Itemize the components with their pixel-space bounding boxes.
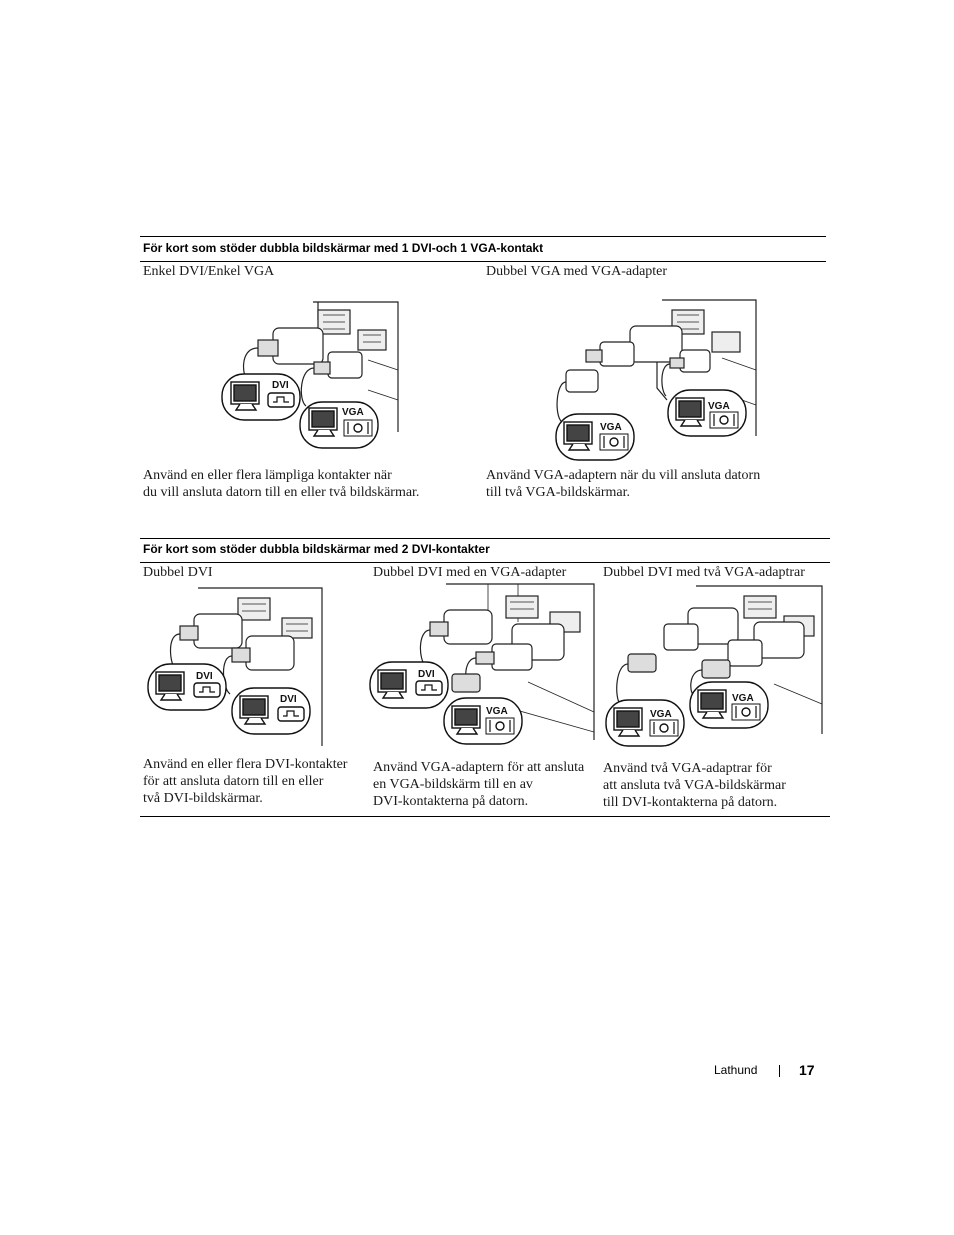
dvi-monitor-badge-right [232, 688, 310, 734]
section1-col1-title: Enkel DVI/Enkel VGA [143, 264, 275, 279]
figure-dual-dvi-one-vga-adapter [368, 582, 598, 748]
section2-top-rule [140, 538, 830, 539]
fig2-label-vga-left: VGA [600, 422, 622, 433]
fig4-label-dvi: DVI [418, 669, 435, 680]
section1-header: För kort som stöder dubbla bildskärmar med 1 DVI-och 1 VGA-kontakt [143, 241, 544, 255]
section2-col2-description: Använd VGA-adaptern för att ansluta en VGA-bildskärm till en av DVI-kontakterna på datorn. [373, 760, 585, 809]
section2-header-rule [140, 562, 830, 563]
fig3-label-dvi-right: DVI [280, 694, 297, 705]
page-number: 17 [799, 1062, 815, 1078]
fig5-label-vga-right: VGA [732, 693, 754, 704]
vga-monitor-badge-right [690, 682, 768, 728]
fig1-label-dvi: DVI [272, 380, 289, 391]
footer-separator [779, 1065, 780, 1077]
vga-monitor-badge [300, 402, 378, 448]
fig5-label-vga-left: VGA [650, 709, 672, 720]
figure-dual-dvi [146, 586, 326, 746]
section2-col1-title: Dubbel DVI [143, 565, 213, 580]
section2-bottom-rule [140, 816, 830, 817]
section1-header-rule [140, 261, 826, 262]
figure-dual-vga-with-adapter [552, 298, 762, 466]
vga-monitor-badge-left [556, 414, 634, 460]
section2-col3-description: Använd två VGA-adaptrar för att ansluta två VGA-bildskärmar till DVI-kontakterna på datorn. [603, 761, 786, 810]
section1-col2-title: Dubbel VGA med VGA-adapter [486, 264, 668, 279]
section2-col3-title: Dubbel DVI med två VGA-adaptrar [603, 565, 805, 580]
dvi-monitor-badge-left [148, 664, 226, 710]
dvi-monitor-badge [370, 662, 448, 708]
fig4-label-vga: VGA [486, 706, 508, 717]
fig3-label-dvi-left: DVI [196, 671, 213, 682]
section2-header: För kort som stöder dubbla bildskärmar med 2 DVI-kontakter [143, 542, 490, 556]
section2-col2-title: Dubbel DVI med en VGA-adapter [373, 565, 567, 580]
footer-section-label: Lathund [714, 1063, 758, 1077]
section2-col1-description: Använd en eller flera DVI-kontakter för att ansluta datorn till en eller två DVI-bildskärmar. [143, 757, 348, 806]
vga-monitor-badge-right [668, 390, 746, 436]
vga-monitor-badge [444, 698, 522, 744]
figure-single-dvi-single-vga [218, 300, 408, 460]
vga-monitor-badge-left [606, 700, 684, 746]
section1-col2-description: Använd VGA-adaptern när du vill ansluta datorn till två VGA-bildskärmar. [486, 468, 761, 500]
section1-top-rule [140, 236, 826, 237]
figure-dual-dvi-two-vga-adapters [604, 584, 824, 750]
section1-col1-description: Använd en eller flera lämpliga kontakter när du vill ansluta datorn till en eller två bildskärmar. [143, 468, 420, 500]
fig2-label-vga-right: VGA [708, 401, 730, 412]
fig1-label-vga: VGA [342, 407, 364, 418]
dvi-monitor-badge [222, 374, 300, 420]
